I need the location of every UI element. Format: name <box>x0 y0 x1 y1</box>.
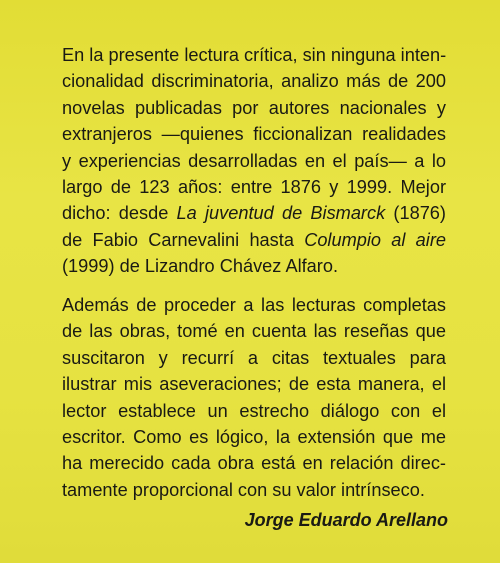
text-line: tamente proporcional con su valor intrínseco. <box>62 479 425 500</box>
text-line: Además de proceder a las lecturas completas <box>62 295 446 315</box>
text-line: extranjeros —quienes ficcionalizan realidades <box>62 124 446 145</box>
book-title-bismarck: La juventud de Bismarck <box>176 203 386 224</box>
paragraph-intro <box>62 42 446 280</box>
text-line: suscitaron y recurrí a citas textuales para <box>62 347 446 368</box>
text-line: ha merecido cada obra está en relación direc- <box>62 453 446 474</box>
author-signature: Jorge Eduardo Arellano <box>244 510 448 530</box>
text-line: escritor. Como es lógico, la extensión que me <box>62 427 446 448</box>
text-line <box>62 200 446 226</box>
text-line: cionalidad discriminatoria, analizo más de 200 <box>62 71 446 92</box>
text-line: (1999) de Lizandro Chávez Alfaro. <box>62 256 339 277</box>
text-line: largo de 123 años: entre 1876 y 1999. Mejor <box>62 177 446 198</box>
text-line: lector establece un estrecho diálogo con el <box>62 400 446 421</box>
text-segment: de Fabio Carnevalini hasta <box>62 229 305 250</box>
text-segment: (1876) <box>385 203 446 224</box>
book-title-columpio: Columpio al aire <box>304 229 446 250</box>
text-line <box>62 227 446 253</box>
text-line: En la presente lectura crítica, sin ninguna inten- <box>62 45 447 65</box>
paragraph-method <box>62 292 446 503</box>
text-line: novelas publicadas por autores nacionales y <box>62 97 446 118</box>
text-line: ilustrar mis aseveraciones; de esta manera, el <box>62 374 446 395</box>
text-line: y experiencias desarrolladas en el país— a lo <box>62 150 446 171</box>
text-segment: dicho: desde <box>62 203 177 224</box>
text-line: de las obras, tomé en cuenta las reseñas que <box>62 321 446 342</box>
